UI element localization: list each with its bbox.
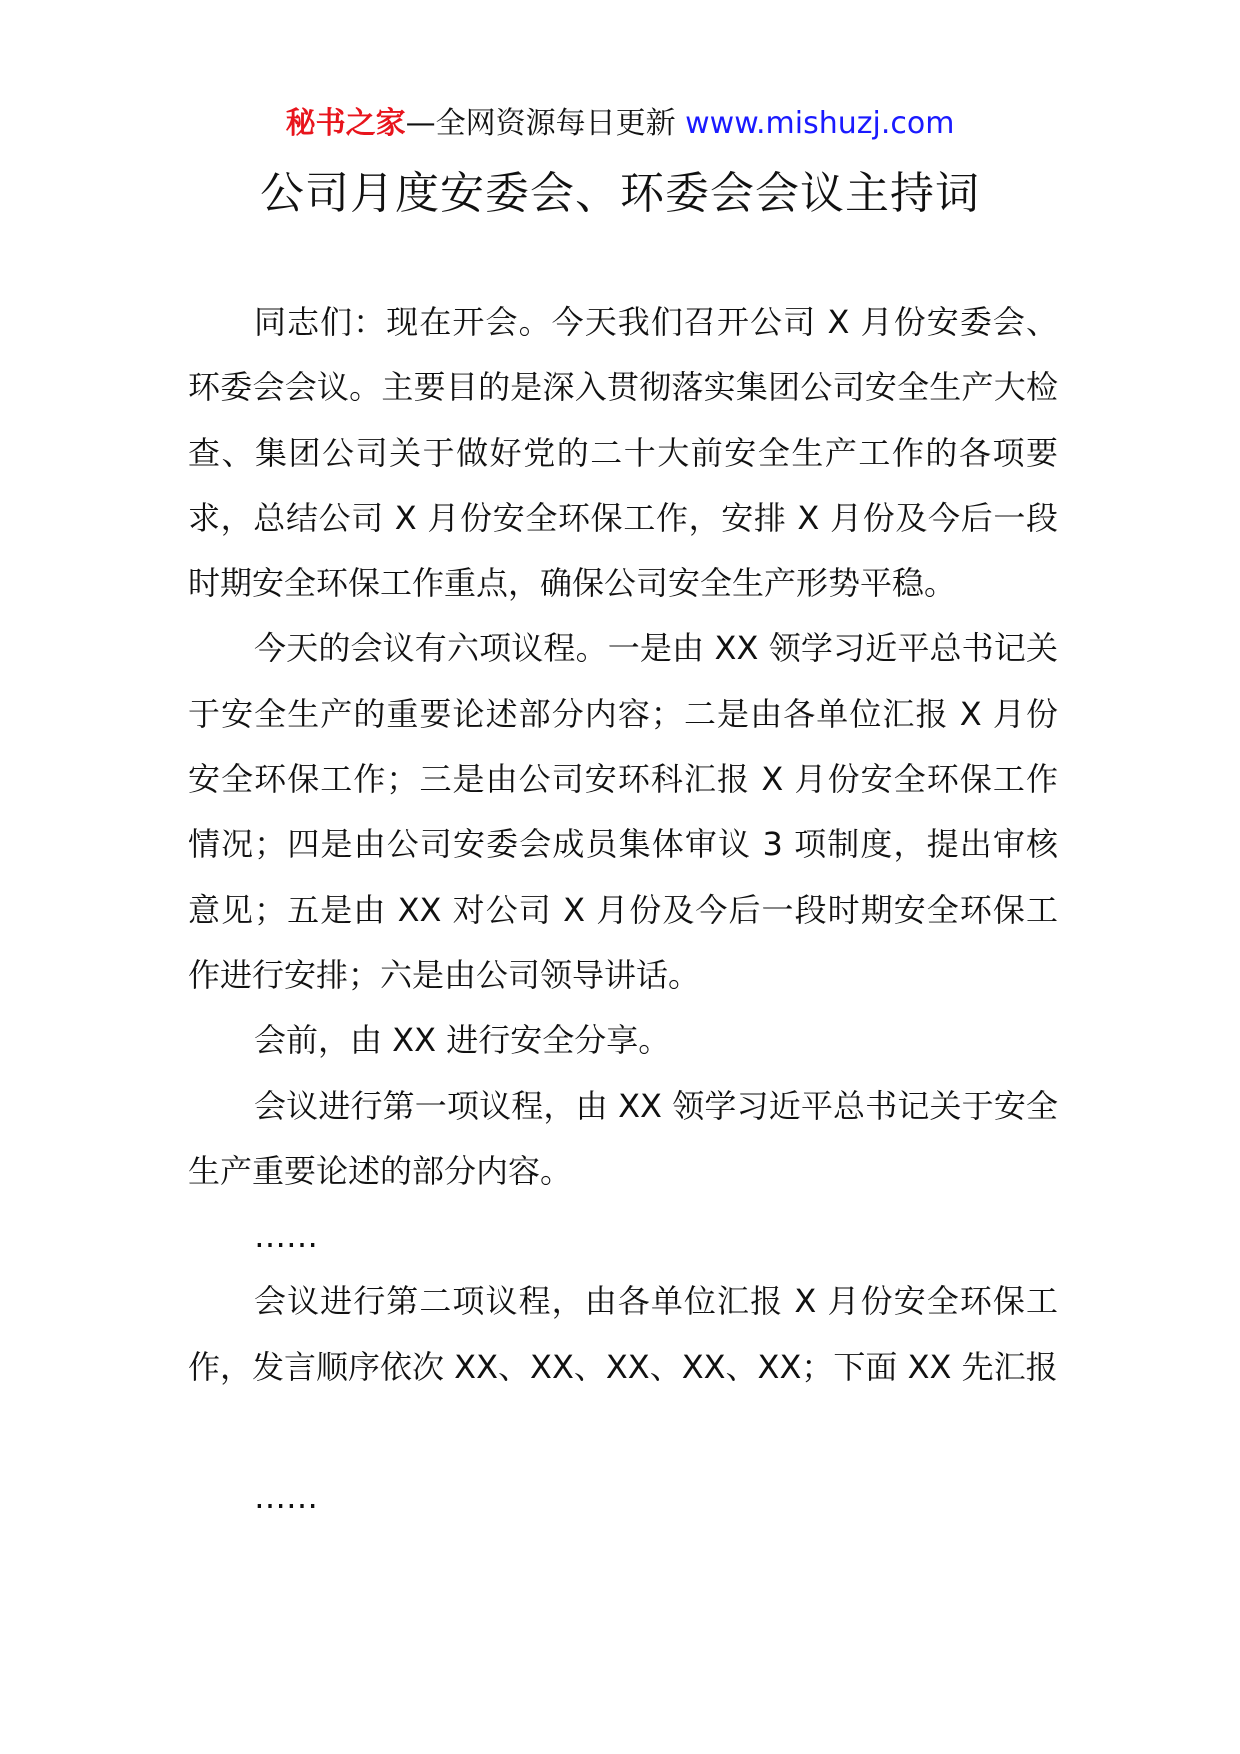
- paragraph-agenda-item-2: 会议进行第二项议程，由各单位汇报 X 月份安全环保工作，发言顺序依次 XX、XX、XX、XX、XX；下面 XX 先汇报: [188, 1282, 1058, 1386]
- paragraph-agenda: 今天的会议有六项议程。一是由 XX 领学习近平总书记关于安全生产的重要论述部分内容；二是由各单位汇报 X 月份安全环保工作；三是由公司安环科汇报 X 月份安全环保工作情况；四是由公司安委会成员集体审议 3 项制度，提出审核意见；五是由 XX 对公司 X 月份及今后一段时期安全环保工作进行安排；六是由公司领导讲话。: [188, 629, 1058, 994]
- document-body: [188, 290, 1058, 1531]
- site-header: [0, 104, 1240, 144]
- site-brand: 秘书之家: [285, 106, 406, 141]
- paragraph-safety-share: 会前，由 XX 进行安全分享。: [254, 1021, 671, 1060]
- document-title: 公司月度安委会、环委会会议主持词: [260, 168, 980, 219]
- site-url-link[interactable]: www.mishuzj.com: [685, 106, 955, 141]
- paragraph-agenda-item-1: 会议进行第一项议程，由 XX 领学习近平总书记关于安全生产重要论述的部分内容。: [188, 1086, 1058, 1190]
- site-tagline: —全网资源每日更新: [405, 106, 676, 141]
- paragraph-opening: 同志们：现在开会。今天我们召开公司 X 月份安委会、环委会会议。主要目的是深入贯彻落实集团公司安全生产大检查、集团公司关于做好党的二十大前安全生产工作的各项要求，总结公司 X 月份安全环保工作，安排 X 月份及今后一段时期安全环保工作重点，确保公司安全生产形势平稳。: [188, 303, 1058, 603]
- ellipsis-2: ……: [254, 1478, 318, 1517]
- ellipsis-1: ……: [254, 1217, 318, 1256]
- spacer: [188, 1400, 1058, 1465]
